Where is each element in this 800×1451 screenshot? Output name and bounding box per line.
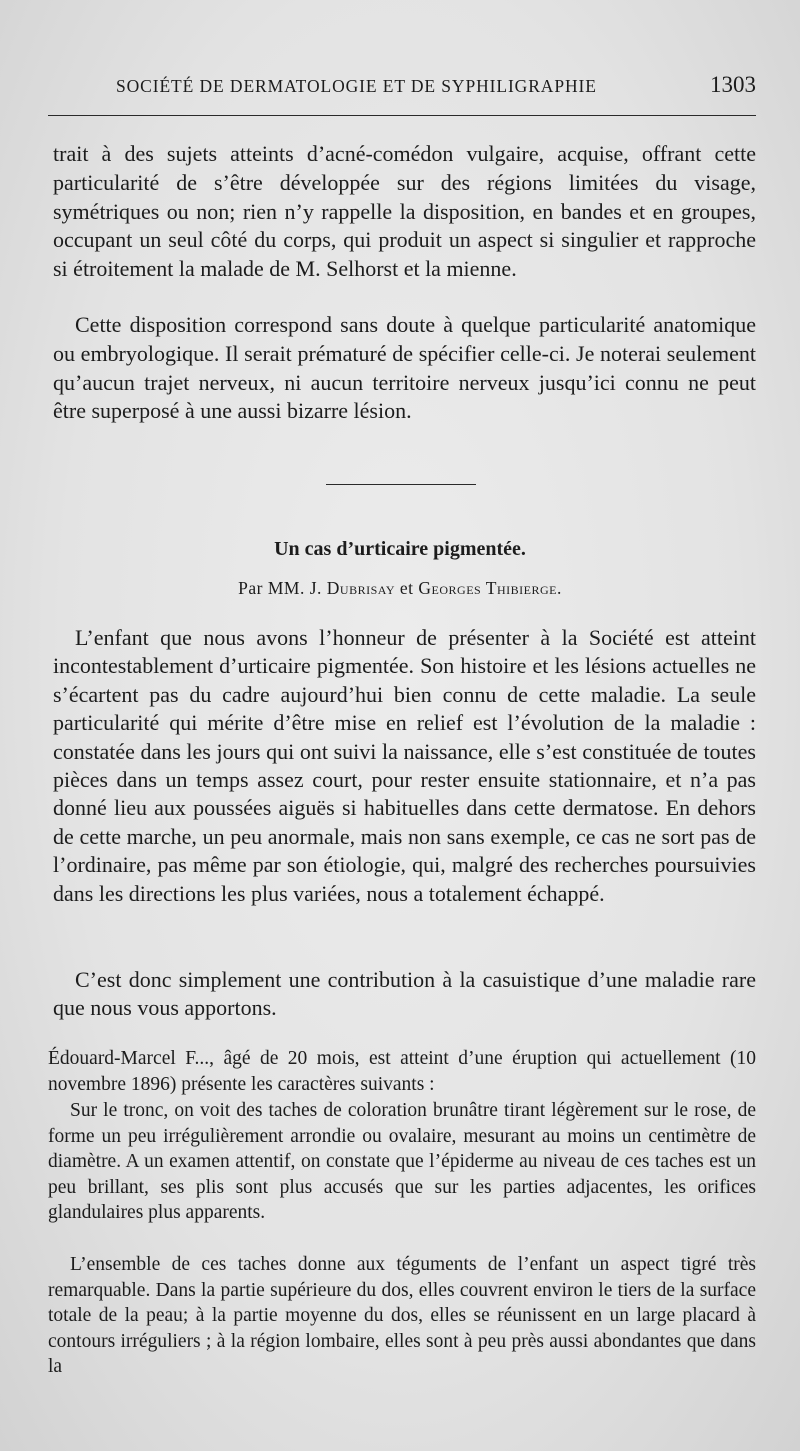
case-paragraph: Édouard-Marcel F..., âgé de 20 mois, est atteint d’une éruption qui actuellement (10 novembre 1896) présente les caractères suivants :	[48, 1048, 756, 1095]
section-divider	[326, 484, 476, 485]
byline	[0, 578, 800, 599]
byline-prefix: Par MM. J.	[238, 578, 322, 598]
author-name: Georges Thibierge.	[418, 578, 562, 598]
case-paragraph: L’ensemble de ces taches donne aux téguments de l’enfant un aspect tigré très remarquable. Dans la partie supérieure du dos, elles couvrent environ le tiers de la surface totale de la peau; à la partie moyenne du dos, elles se réunissent en un large placard à contours irréguliers ; à la région lombaire, elles sont à peu près aussi abondantes que dans la	[48, 1254, 756, 1378]
running-header	[116, 72, 756, 102]
byline-conjunction: et	[399, 578, 414, 598]
body-paragraph: L’enfant que nous avons l’honneur de présenter à la Société est atteint incontestablement d’urticaire pigmentée. Son histoire et les lésions actuelles ne s’écartent pas du cadre aujourd’hui bien connu de cette maladie. La seule particularité qui mérite d’être mise en relief est l’évolution de la maladie : constatée dans les jours qui ont suivi la naissance, elle s’est constituée de toutes pièces dans un temps assez court, pour rester ensuite stationnaire, et n’a pas donné lieu aux poussées aiguës si habituelles dans cette dermatose. En dehors de cette marche, un peu anormale, mais non sans exemple, ce cas ne sort pas de l’ordinaire, pas même par son étiologie, qui, malgré des recherches poursuivies dans les directions les plus variées, nous a totalement échappé.	[53, 625, 756, 906]
body-paragraph: C’est donc simplement une contribution à la casuistique d’une maladie rare que nous vous apportons.	[53, 967, 756, 1021]
case-paragraph: Sur le tronc, on voit des taches de coloration brunâtre tirant légèrement sur le rose, de forme un peu irrégulièrement arrondie ou ovalaire, mesurant au moins un centimètre de diamètre. A un examen attentif, on constate que l’épiderme au niveau de ces taches est un peu brillant, ses plis sont plus accusés que sur les parties adjacentes, les orifices glandulaires plus apparents.	[48, 1100, 756, 1224]
running-title: SOCIÉTÉ DE DERMATOLOGIE ET DE SYPHILIGRAPHIE	[116, 76, 597, 96]
intro-paragraph: Cette disposition correspond sans doute à quelque particularité anatomique ou embryologique. Il serait prématuré de spécifier celle-ci. Je noterai seulement qu’aucun trajet nerveux, ni aucun territoire nerveux jusqu’ici connu ne peut être superposé à une aussi bizarre lésion.	[53, 312, 756, 424]
author-name: Dubrisay	[326, 578, 396, 598]
intro-paragraph: trait à des sujets atteints d’acné-comédon vulgaire, acquise, offrant cette particularité de s’être développée sur des régions limitées du visage, symétriques ou non; rien n’y rappelle la disposition, en bandes et en groupes, occupant un seul côté du corps, qui produit un aspect si singulier et rapproche si étroitement la malade de M. Selhorst et la mienne.	[53, 141, 756, 282]
article-title: Un cas d’urticaire pigmentée.	[274, 538, 526, 560]
page-number: 1303	[710, 72, 756, 97]
header-rule	[48, 115, 756, 116]
